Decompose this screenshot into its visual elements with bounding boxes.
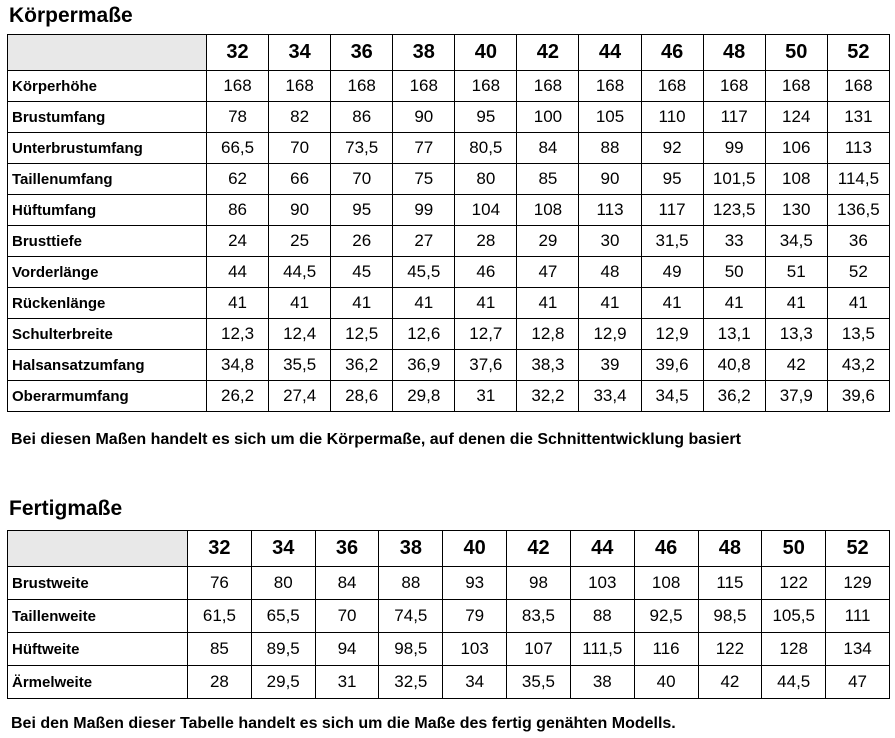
measurement-cell: 62 xyxy=(207,164,269,195)
row-label: Vorderlänge xyxy=(8,257,207,288)
measurement-cell: 52 xyxy=(827,257,889,288)
row-label: Brustumfang xyxy=(8,102,207,133)
measurement-cell: 34,5 xyxy=(765,226,827,257)
measurement-cell: 35,5 xyxy=(507,666,571,699)
measurement-cell: 168 xyxy=(393,71,455,102)
measurement-cell: 42 xyxy=(765,350,827,381)
measurement-cell: 85 xyxy=(517,164,579,195)
measurement-cell: 32,5 xyxy=(379,666,443,699)
measurement-cell: 47 xyxy=(826,666,890,699)
measurement-cell: 99 xyxy=(393,195,455,226)
size-header-cell: 46 xyxy=(641,35,703,71)
row-label: Ärmelweite xyxy=(8,666,188,699)
measurement-cell: 24 xyxy=(207,226,269,257)
koerpermasse-note: Bei diesen Maßen handelt es sich um die Körpermaße, auf denen die Schnittentwicklung basiert xyxy=(11,431,741,448)
measurement-cell: 83,5 xyxy=(507,600,571,633)
size-header-cell: 50 xyxy=(762,531,826,567)
measurement-cell: 85 xyxy=(188,633,252,666)
measurement-cell: 111 xyxy=(826,600,890,633)
measurement-cell: 168 xyxy=(269,71,331,102)
measurement-cell: 168 xyxy=(455,71,517,102)
measurement-cell: 41 xyxy=(517,288,579,319)
measurement-cell: 29,8 xyxy=(393,381,455,412)
measurement-cell: 41 xyxy=(765,288,827,319)
measurement-cell: 37,6 xyxy=(455,350,517,381)
measurement-cell: 12,8 xyxy=(517,319,579,350)
measurement-cell: 41 xyxy=(641,288,703,319)
measurement-cell: 76 xyxy=(188,567,252,600)
measurement-cell: 88 xyxy=(570,600,634,633)
measurement-cell: 12,4 xyxy=(269,319,331,350)
measurement-cell: 131 xyxy=(827,102,889,133)
size-header-cell: 34 xyxy=(251,531,315,567)
row-label: Taillenweite xyxy=(8,600,188,633)
size-header-cell: 46 xyxy=(634,531,698,567)
measurement-cell: 41 xyxy=(331,288,393,319)
measurement-cell: 39,6 xyxy=(641,350,703,381)
table-row xyxy=(8,71,890,102)
measurement-cell: 124 xyxy=(765,102,827,133)
table-row xyxy=(8,319,890,350)
measurement-cell: 134 xyxy=(826,633,890,666)
measurement-cell: 90 xyxy=(269,195,331,226)
measurement-cell: 108 xyxy=(517,195,579,226)
measurement-cell: 49 xyxy=(641,257,703,288)
measurement-cell: 103 xyxy=(570,567,634,600)
measurement-cell: 25 xyxy=(269,226,331,257)
row-label: Körperhöhe xyxy=(8,71,207,102)
measurement-cell: 28,6 xyxy=(331,381,393,412)
measurement-cell: 66,5 xyxy=(207,133,269,164)
table-row xyxy=(8,350,890,381)
row-label: Oberarmumfang xyxy=(8,381,207,412)
measurement-cell: 31,5 xyxy=(641,226,703,257)
measurement-cell: 34 xyxy=(443,666,507,699)
measurement-cell: 122 xyxy=(762,567,826,600)
size-header-cell: 38 xyxy=(393,35,455,71)
table-row xyxy=(8,666,890,699)
measurement-cell: 80,5 xyxy=(455,133,517,164)
measurement-cell: 94 xyxy=(315,633,379,666)
size-header-cell: 42 xyxy=(517,35,579,71)
measurement-cell: 34,8 xyxy=(207,350,269,381)
measurement-cell: 45,5 xyxy=(393,257,455,288)
measurement-cell: 29,5 xyxy=(251,666,315,699)
measurement-cell: 27 xyxy=(393,226,455,257)
fertigmasse-note: Bei den Maßen dieser Tabelle handelt es sich um die Maße des fertig genähten Modells. xyxy=(11,715,676,732)
measurement-cell: 36 xyxy=(827,226,889,257)
measurement-cell: 36,2 xyxy=(331,350,393,381)
measurement-cell: 130 xyxy=(765,195,827,226)
measurement-cell: 168 xyxy=(827,71,889,102)
measurement-cell: 108 xyxy=(634,567,698,600)
measurement-cell: 95 xyxy=(331,195,393,226)
header-corner-cell xyxy=(8,35,207,71)
header-corner-cell xyxy=(8,531,188,567)
measurement-cell: 39 xyxy=(579,350,641,381)
size-header-row xyxy=(8,35,890,71)
measurement-cell: 13,3 xyxy=(765,319,827,350)
row-label: Hüftweite xyxy=(8,633,188,666)
measurement-cell: 65,5 xyxy=(251,600,315,633)
table-row xyxy=(8,381,890,412)
row-label: Rückenlänge xyxy=(8,288,207,319)
measurement-cell: 31 xyxy=(315,666,379,699)
measurement-cell: 114,5 xyxy=(827,164,889,195)
measurement-cell: 168 xyxy=(517,71,579,102)
measurement-cell: 105,5 xyxy=(762,600,826,633)
measurement-cell: 28 xyxy=(455,226,517,257)
measurement-cell: 41 xyxy=(393,288,455,319)
measurement-cell: 117 xyxy=(703,102,765,133)
table-row xyxy=(8,288,890,319)
measurement-cell: 61,5 xyxy=(188,600,252,633)
measurement-cell: 41 xyxy=(207,288,269,319)
measurement-cell: 45 xyxy=(331,257,393,288)
measurement-cell: 77 xyxy=(393,133,455,164)
measurement-cell: 86 xyxy=(207,195,269,226)
measurement-cell: 111,5 xyxy=(570,633,634,666)
measurement-cell: 12,3 xyxy=(207,319,269,350)
measurement-cell: 105 xyxy=(579,102,641,133)
measurement-cell: 115 xyxy=(698,567,762,600)
size-header-cell: 44 xyxy=(579,35,641,71)
measurement-cell: 95 xyxy=(641,164,703,195)
size-header-cell: 36 xyxy=(331,35,393,71)
measurement-cell: 117 xyxy=(641,195,703,226)
size-header-cell: 32 xyxy=(207,35,269,71)
measurement-cell: 37,9 xyxy=(765,381,827,412)
measurement-cell: 113 xyxy=(827,133,889,164)
measurement-cell: 92 xyxy=(641,133,703,164)
measurement-cell: 168 xyxy=(703,71,765,102)
section-title-fertigmasse: Fertigmaße xyxy=(9,497,123,520)
measurement-cell: 13,1 xyxy=(703,319,765,350)
table-row xyxy=(8,226,890,257)
size-header-cell: 34 xyxy=(269,35,331,71)
row-label: Hüftumfang xyxy=(8,195,207,226)
measurement-cell: 99 xyxy=(703,133,765,164)
measurement-cell: 32,2 xyxy=(517,381,579,412)
row-label: Brustweite xyxy=(8,567,188,600)
measurement-cell: 35,5 xyxy=(269,350,331,381)
measurement-cell: 84 xyxy=(517,133,579,164)
measurement-cell: 38 xyxy=(570,666,634,699)
measurement-cell: 100 xyxy=(517,102,579,133)
table-row xyxy=(8,633,890,666)
measurement-cell: 42 xyxy=(698,666,762,699)
measurement-cell: 30 xyxy=(579,226,641,257)
measurement-cell: 168 xyxy=(207,71,269,102)
measurement-cell: 27,4 xyxy=(269,381,331,412)
measurement-cell: 43,2 xyxy=(827,350,889,381)
size-header-cell: 38 xyxy=(379,531,443,567)
measurement-cell: 44,5 xyxy=(762,666,826,699)
measurement-cell: 12,9 xyxy=(579,319,641,350)
measurement-cell: 93 xyxy=(443,567,507,600)
measurement-cell: 74,5 xyxy=(379,600,443,633)
size-header-cell: 42 xyxy=(507,531,571,567)
table-row xyxy=(8,102,890,133)
measurement-cell: 101,5 xyxy=(703,164,765,195)
measurement-cell: 73,5 xyxy=(331,133,393,164)
measurement-cell: 12,9 xyxy=(641,319,703,350)
measurement-cell: 31 xyxy=(455,381,517,412)
size-header-cell: 48 xyxy=(703,35,765,71)
measurement-cell: 75 xyxy=(393,164,455,195)
measurement-cell: 168 xyxy=(641,71,703,102)
measurement-cell: 44 xyxy=(207,257,269,288)
size-header-cell: 40 xyxy=(443,531,507,567)
row-label: Brusttiefe xyxy=(8,226,207,257)
measurement-cell: 66 xyxy=(269,164,331,195)
size-header-row xyxy=(8,531,890,567)
measurement-cell: 41 xyxy=(455,288,517,319)
measurement-cell: 128 xyxy=(762,633,826,666)
measurement-cell: 84 xyxy=(315,567,379,600)
measurement-cell: 88 xyxy=(579,133,641,164)
measurement-cell: 70 xyxy=(269,133,331,164)
measurement-cell: 36,9 xyxy=(393,350,455,381)
measurement-cell: 40,8 xyxy=(703,350,765,381)
measurement-cell: 33,4 xyxy=(579,381,641,412)
row-label: Schulterbreite xyxy=(8,319,207,350)
measurement-cell: 90 xyxy=(393,102,455,133)
size-header-cell: 52 xyxy=(826,531,890,567)
measurement-cell: 26 xyxy=(331,226,393,257)
measurement-cell: 34,5 xyxy=(641,381,703,412)
measurement-cell: 136,5 xyxy=(827,195,889,226)
measurement-cell: 29 xyxy=(517,226,579,257)
table-row xyxy=(8,567,890,600)
measurement-cell: 98,5 xyxy=(379,633,443,666)
table-row xyxy=(8,257,890,288)
measurement-cell: 123,5 xyxy=(703,195,765,226)
measurement-cell: 41 xyxy=(579,288,641,319)
measurement-cell: 104 xyxy=(455,195,517,226)
measurement-cell: 90 xyxy=(579,164,641,195)
measurement-cell: 95 xyxy=(455,102,517,133)
measurement-cell: 38,3 xyxy=(517,350,579,381)
measurement-cell: 80 xyxy=(455,164,517,195)
koerpermasse-table xyxy=(7,34,890,412)
measurement-cell: 41 xyxy=(827,288,889,319)
measurement-cell: 44,5 xyxy=(269,257,331,288)
measurement-cell: 168 xyxy=(579,71,641,102)
measurement-cell: 51 xyxy=(765,257,827,288)
measurement-cell: 113 xyxy=(579,195,641,226)
measurement-cell: 116 xyxy=(634,633,698,666)
measurement-cell: 122 xyxy=(698,633,762,666)
measurement-cell: 92,5 xyxy=(634,600,698,633)
measurement-cell: 13,5 xyxy=(827,319,889,350)
measurement-cell: 89,5 xyxy=(251,633,315,666)
fertigmasse-table xyxy=(7,530,890,699)
measurement-cell: 110 xyxy=(641,102,703,133)
measurement-cell: 70 xyxy=(331,164,393,195)
measurement-cell: 103 xyxy=(443,633,507,666)
section-title-koerpermasse: Körpermaße xyxy=(9,4,133,27)
measurement-cell: 50 xyxy=(703,257,765,288)
size-header-cell: 50 xyxy=(765,35,827,71)
measurement-cell: 48 xyxy=(579,257,641,288)
row-label: Taillenumfang xyxy=(8,164,207,195)
size-header-cell: 44 xyxy=(570,531,634,567)
measurement-cell: 47 xyxy=(517,257,579,288)
measurement-cell: 98,5 xyxy=(698,600,762,633)
row-label: Unterbrustumfang xyxy=(8,133,207,164)
size-header-cell: 48 xyxy=(698,531,762,567)
measurement-cell: 26,2 xyxy=(207,381,269,412)
table-row xyxy=(8,600,890,633)
measurement-cell: 107 xyxy=(507,633,571,666)
measurement-cell: 80 xyxy=(251,567,315,600)
size-header-cell: 52 xyxy=(827,35,889,71)
measurement-cell: 168 xyxy=(331,71,393,102)
table-row xyxy=(8,195,890,226)
measurement-cell: 78 xyxy=(207,102,269,133)
measurement-cell: 70 xyxy=(315,600,379,633)
measurement-cell: 12,7 xyxy=(455,319,517,350)
measurement-cell: 46 xyxy=(455,257,517,288)
measurement-cell: 108 xyxy=(765,164,827,195)
size-header-cell: 32 xyxy=(188,531,252,567)
measurement-cell: 98 xyxy=(507,567,571,600)
measurement-cell: 41 xyxy=(269,288,331,319)
size-header-cell: 40 xyxy=(455,35,517,71)
measurement-cell: 88 xyxy=(379,567,443,600)
measurement-cell: 12,6 xyxy=(393,319,455,350)
table-row xyxy=(8,133,890,164)
measurement-cell: 129 xyxy=(826,567,890,600)
measurement-cell: 168 xyxy=(765,71,827,102)
measurement-cell: 36,2 xyxy=(703,381,765,412)
measurement-cell: 82 xyxy=(269,102,331,133)
measurement-cell: 79 xyxy=(443,600,507,633)
measurement-cell: 41 xyxy=(703,288,765,319)
measurement-cell: 106 xyxy=(765,133,827,164)
table-row xyxy=(8,164,890,195)
measurement-cell: 40 xyxy=(634,666,698,699)
measurement-cell: 86 xyxy=(331,102,393,133)
measurement-cell: 39,6 xyxy=(827,381,889,412)
measurement-cell: 12,5 xyxy=(331,319,393,350)
row-label: Halsansatzumfang xyxy=(8,350,207,381)
measurement-cell: 28 xyxy=(188,666,252,699)
size-header-cell: 36 xyxy=(315,531,379,567)
measurement-cell: 33 xyxy=(703,226,765,257)
